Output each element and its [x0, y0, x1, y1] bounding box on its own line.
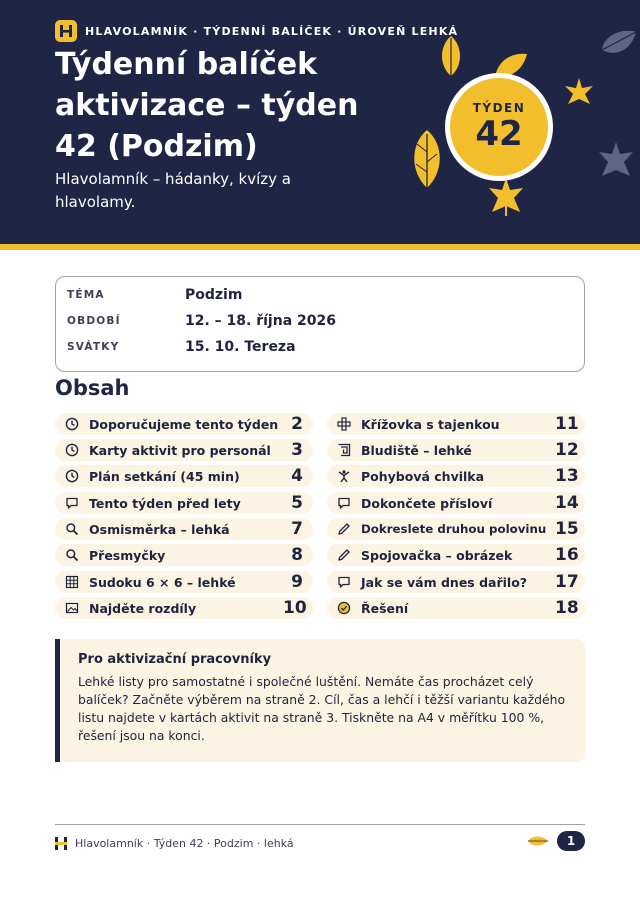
- toc-item[interactable]: [327, 571, 585, 593]
- pencil-icon: [327, 548, 361, 562]
- info-key: TÉMA: [67, 289, 105, 301]
- clock-icon: [55, 443, 89, 457]
- speech-bubble-icon: [327, 496, 361, 510]
- week-badge-number: 42: [475, 114, 523, 154]
- toc-item[interactable]: [55, 518, 313, 540]
- toc-page-number: 16: [555, 545, 579, 565]
- leaf-icon: [408, 128, 446, 190]
- toc-page-number: 17: [555, 572, 579, 592]
- note-accent-bar: [55, 639, 60, 762]
- toc-label: Najděte rozdíly: [89, 600, 197, 616]
- toc-page-number: 3: [291, 440, 303, 460]
- toc-item[interactable]: [55, 492, 313, 514]
- toc-item[interactable]: [55, 571, 313, 593]
- logo-icon: [55, 20, 77, 42]
- info-value: 15. 10. Tereza: [185, 339, 296, 355]
- pencil-icon: [327, 522, 361, 536]
- toc-label: Plán setkání (45 min): [89, 468, 240, 484]
- maple-leaf-icon: [596, 140, 636, 182]
- person-exercise-icon: [327, 469, 361, 483]
- note-title: Pro aktivizační pracovníky: [78, 652, 272, 667]
- week-badge-label: TÝDEN: [472, 101, 526, 115]
- week-badge: [445, 73, 553, 181]
- info-key: SVÁTKY: [67, 341, 120, 353]
- header-banner: [0, 0, 640, 244]
- contents-heading: Obsah: [55, 376, 130, 400]
- maple-leaf-icon: [486, 176, 526, 216]
- toc-page-number: 13: [555, 466, 579, 486]
- brand-row: [55, 20, 458, 42]
- page-title: Týdenní balíček aktivizace – týden 42 (Podzim): [55, 47, 359, 164]
- toc-label: Bludiště – lehké: [361, 442, 472, 458]
- info-row-holidays: [67, 339, 296, 355]
- header-kicker: HLAVOLAMNÍK · TÝDENNÍ BALÍČEK · ÚROVEŇ LEHKÁ: [85, 24, 459, 38]
- info-value: Podzim: [185, 287, 243, 303]
- toc-page-number: 10: [283, 598, 307, 618]
- footer: [55, 834, 585, 852]
- toc-page-number: 12: [555, 440, 579, 460]
- clock-icon: [55, 469, 89, 483]
- toc-item[interactable]: [327, 492, 585, 514]
- footer-text: Hlavolamník · Týden 42 · Podzim · lehká: [75, 836, 294, 850]
- info-row-theme: [67, 287, 242, 303]
- toc-item[interactable]: [55, 544, 313, 566]
- toc-label: Pohybová chvilka: [361, 468, 485, 484]
- toc-label: Karty aktivit pro personál: [89, 442, 271, 458]
- magnifier-icon: [55, 522, 89, 536]
- toc-page-number: 2: [291, 414, 303, 434]
- footer-divider: [55, 824, 585, 825]
- note-body: Lehké listy pro samostatné i společné luštění. Nemáte čas procházet celý balíček? Začněte výběrem na straně 2. Cíl, čas a lehčí i těžší variantu každého listu najdete v kartách aktivit na straně 3. Tiskněte na A4 v měřítku 100 %, řešení jsou na konci.: [78, 674, 566, 743]
- header-accent-stripe: [0, 244, 640, 250]
- toc-label: Spojovačka – obrázek: [361, 547, 513, 563]
- toc-page-number: 18: [555, 598, 579, 618]
- toc-item[interactable]: [327, 518, 585, 540]
- toc-label: Dokreslete druhou polovinu: [361, 522, 547, 536]
- toc-label: Doporučujeme tento týden: [89, 416, 279, 432]
- clock-icon: [55, 417, 89, 431]
- leaf-icon: [527, 834, 549, 848]
- maple-leaf-icon: [562, 76, 596, 110]
- toc-label: Sudoku 6 × 6 – lehké: [89, 574, 236, 590]
- info-value: 12. – 18. října 2026: [185, 313, 336, 329]
- info-box: [55, 276, 585, 372]
- toc-label: Řešení: [361, 600, 409, 616]
- toc-page-number: 7: [291, 519, 303, 539]
- image-icon: [55, 601, 89, 615]
- toc-item[interactable]: [327, 439, 585, 461]
- toc-label: Osmisměrka – lehká: [89, 521, 230, 537]
- toc-item[interactable]: [327, 413, 585, 435]
- info-row-period: [67, 313, 336, 329]
- toc-page-number: 5: [291, 493, 303, 513]
- toc-item[interactable]: [327, 597, 585, 619]
- toc-label: Křížovka s tajenkou: [361, 416, 500, 432]
- toc-label: Jak se vám dnes dařilo?: [361, 574, 528, 590]
- maze-icon: [327, 443, 361, 457]
- toc-label: Přesmyčky: [89, 547, 166, 563]
- crossword-icon: [327, 417, 361, 431]
- check-circle-icon: [327, 601, 361, 615]
- toc-item[interactable]: [55, 597, 313, 619]
- toc-page-number: 9: [291, 572, 303, 592]
- toc-item[interactable]: [327, 465, 585, 487]
- page-subtitle: Hlavolamník – hádanky, kvízy a hlavolamy.: [55, 170, 291, 211]
- speech-bubble-icon: [55, 496, 89, 510]
- toc-page-number: 15: [555, 519, 579, 539]
- toc-item[interactable]: [327, 544, 585, 566]
- logo-icon: [55, 837, 67, 850]
- magnifier-icon: [55, 548, 89, 562]
- info-key: OBDOBÍ: [67, 315, 121, 327]
- toc-page-number: 4: [291, 466, 303, 486]
- toc-page-number: 11: [555, 414, 579, 434]
- toc-label: Dokončete přísloví: [361, 495, 493, 511]
- leaf-icon: [436, 34, 466, 78]
- grid-icon: [55, 575, 89, 589]
- toc-item[interactable]: [55, 465, 313, 487]
- leaf-icon: [598, 26, 638, 60]
- toc-item[interactable]: [55, 439, 313, 461]
- staff-note: [55, 639, 585, 762]
- toc-page-number: 14: [555, 493, 579, 513]
- toc-label: Tento týden před lety: [89, 495, 241, 511]
- toc-item[interactable]: [55, 413, 313, 435]
- page-number-badge: 1: [557, 831, 585, 851]
- toc-page-number: 8: [291, 545, 303, 565]
- speech-bubble-icon: [327, 575, 361, 589]
